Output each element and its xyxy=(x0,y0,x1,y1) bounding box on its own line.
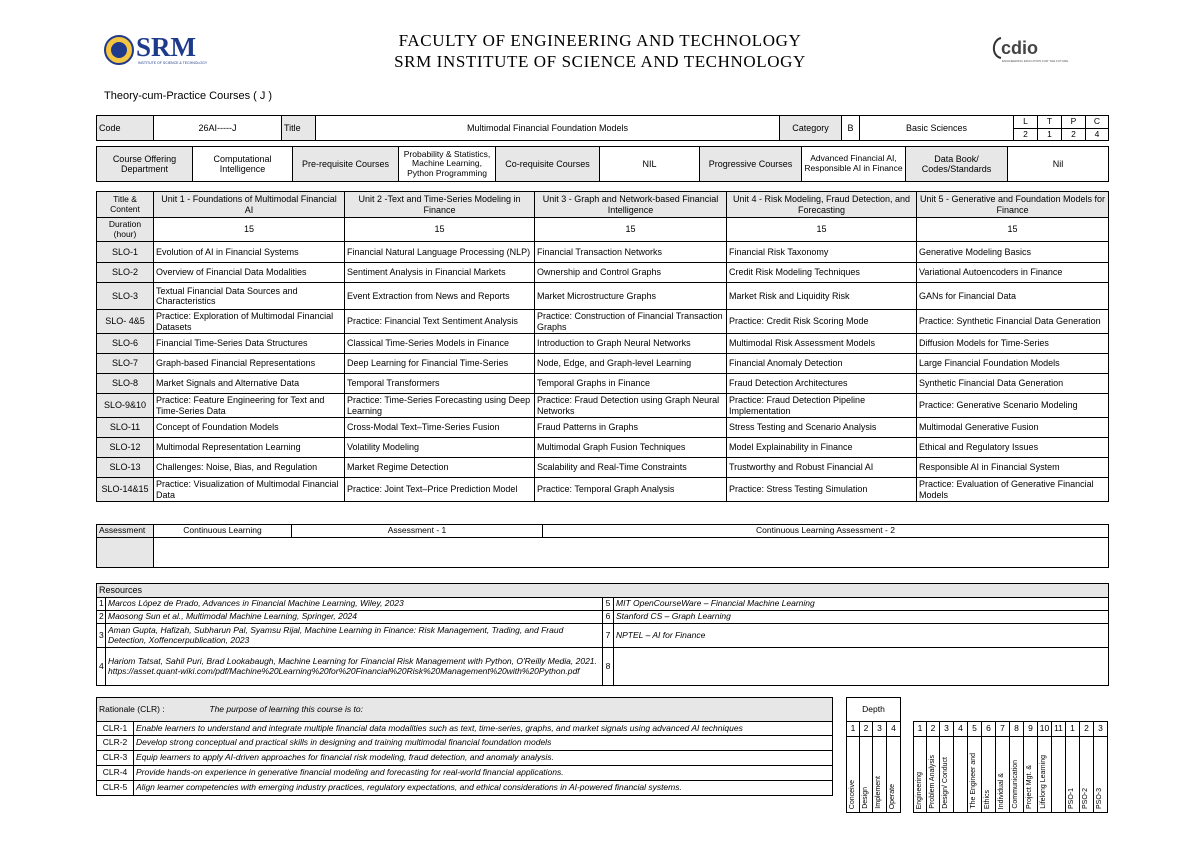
slo-cell: Financial Transaction Networks xyxy=(535,242,727,263)
rationale-label: Rationale (CLR) : xyxy=(99,703,165,714)
slo-cell: Temporal Transformers xyxy=(345,374,535,394)
outcome-label: Problem Analysis xyxy=(929,755,936,809)
assessment-col-1: Assessment - 1 xyxy=(292,525,543,538)
slo-cell: Financial Time-Series Data Structures xyxy=(154,334,345,354)
resource-item: Maosong Sun et al., Multimodal Machine Learning, Springer, 2024 xyxy=(106,611,603,624)
unit-header: Unit 4 - Risk Modeling, Fraud Detection, and Forecasting xyxy=(727,192,917,218)
slo-cell: Financial Risk Taxonomy xyxy=(727,242,917,263)
slo-cell: Ethical and Regulatory Issues xyxy=(917,438,1109,458)
category-label: Category xyxy=(780,116,842,141)
title-value: Multimodal Financial Foundation Models xyxy=(316,116,780,141)
resource-number: 4 xyxy=(97,648,106,686)
outcome-label-cell xyxy=(1024,737,1038,813)
slo-cell: Large Financial Foundation Models xyxy=(917,354,1109,374)
ltpc-value: 1 xyxy=(1038,128,1062,141)
outcome-label: Project Mgt. & xyxy=(1026,764,1033,809)
clr-code: CLR-2 xyxy=(97,736,134,751)
offering-label: Course Offering Department xyxy=(97,147,193,182)
outcome-label: Ethics xyxy=(984,789,991,809)
slo-cell: Practice: Joint Text–Price Prediction Model xyxy=(345,478,535,502)
outcome-label: Individual & xyxy=(998,772,1005,809)
clr-code: CLR-4 xyxy=(97,766,134,781)
resource-number: 3 xyxy=(97,624,106,648)
outcome-label-cell xyxy=(1010,737,1024,813)
resources-label: Resources xyxy=(97,584,1109,598)
course-type-heading: Theory-cum-Practice Courses ( J ) xyxy=(104,90,273,102)
depth-number: 1 xyxy=(847,722,860,737)
slo-cell: Practice: Exploration of Multimodal Financial Datasets xyxy=(154,310,345,334)
slo-cell: Practice: Synthetic Financial Data Generation xyxy=(917,310,1109,334)
title-label: Title xyxy=(282,116,316,141)
slo-cell: Challenges: Noise, Bias, and Regulation xyxy=(154,458,345,478)
ltpc-header: C xyxy=(1086,116,1109,129)
syllabus-table xyxy=(96,191,1109,502)
faculty-title: FACULTY OF ENGINEERING AND TECHNOLOGY xyxy=(398,31,802,50)
slo-cell: Classical Time-Series Models in Finance xyxy=(345,334,535,354)
slo-cell: Practice: Fraud Detection Pipeline Implementation xyxy=(727,394,917,418)
depth-label: Depth xyxy=(847,698,901,722)
assessment-blank xyxy=(97,537,154,567)
outcome-number: 6 xyxy=(982,722,996,737)
info-table xyxy=(96,146,1109,182)
slo-cell: Graph-based Financial Representations xyxy=(154,354,345,374)
assessment-table xyxy=(96,524,1109,568)
outcome-number: 8 xyxy=(1010,722,1024,737)
slo-cell: Multimodal Generative Fusion xyxy=(917,418,1109,438)
depth-dimension: Design xyxy=(862,787,869,809)
slo-cell: Volatility Modeling xyxy=(345,438,535,458)
slo-cell: Variational Autoencoders in Finance xyxy=(917,263,1109,283)
clr-code: CLR-3 xyxy=(97,751,134,766)
databook-value: Nil xyxy=(1008,147,1109,182)
slo-cell: Market Microstructure Graphs xyxy=(535,283,727,310)
unit-header: Unit 2 -Text and Time-Series Modeling in Finance xyxy=(345,192,535,218)
slo-cell: Evolution of AI in Financial Systems xyxy=(154,242,345,263)
depth-label-cell xyxy=(873,737,887,813)
outcome-number: 2 xyxy=(927,722,940,737)
slo-cell: Cross-Modal Text–Time-Series Fusion xyxy=(345,418,535,438)
slo-cell: Stress Testing and Scenario Analysis xyxy=(727,418,917,438)
outcome-label: PSO-1 xyxy=(1068,787,1075,809)
srm-logo xyxy=(102,32,208,73)
slo-cell: Practice: Temporal Graph Analysis xyxy=(535,478,727,502)
unit-duration: 15 xyxy=(535,218,727,242)
slo-cell: Financial Natural Language Processing (NLP) xyxy=(345,242,535,263)
outcome-label-cell xyxy=(1052,737,1066,813)
depth-dimension: Conceive xyxy=(849,779,856,809)
unit-duration: 15 xyxy=(917,218,1109,242)
title-content-label: Title & Content xyxy=(97,192,154,218)
slo-cell: Market Signals and Alternative Data xyxy=(154,374,345,394)
clr-text: Enable learners to understand and integrate multiple financial data modalities such as text, time-series, graphs, and market signals using advanced AI techniques xyxy=(134,722,833,736)
slo-cell: Practice: Financial Text Sentiment Analysis xyxy=(345,310,535,334)
outcome-number: 10 xyxy=(1038,722,1052,737)
outcome-label-cell xyxy=(982,737,996,813)
unit-header: Unit 5 - Generative and Foundation Models for Finance xyxy=(917,192,1109,218)
slo-label: SLO- 4&5 xyxy=(97,310,154,334)
srm-logo-text: SRM xyxy=(136,32,196,62)
slo-cell: Model Explainability in Finance xyxy=(727,438,917,458)
outcome-label-cell xyxy=(954,737,968,813)
resource-item: Stanford CS – Graph Learning xyxy=(614,611,1109,624)
cdio-subtext: ENGINEERING EDUCATION FOR THE FUTURE xyxy=(1002,59,1069,63)
prereq-label: Pre-requisite Courses xyxy=(293,147,399,182)
outcome-number: 7 xyxy=(996,722,1010,737)
slo-cell: Temporal Graphs in Finance xyxy=(535,374,727,394)
outcome-label-cell xyxy=(1066,737,1080,813)
outcome-number: 3 xyxy=(1094,722,1108,737)
outcome-label: PSO-3 xyxy=(1096,787,1103,809)
slo-cell: Market Regime Detection xyxy=(345,458,535,478)
outcome-number: 1 xyxy=(914,722,927,737)
slo-label: SLO-12 xyxy=(97,438,154,458)
unit-duration: 15 xyxy=(345,218,535,242)
depth-number: 4 xyxy=(887,722,901,737)
clr-text: Equip learners to apply AI-driven approaches for financial risk modeling, fraud detection, and anomaly analysis. xyxy=(134,751,833,766)
slo-cell: Practice: Time-Series Forecasting using Deep Learning xyxy=(345,394,535,418)
slo-cell: Practice: Credit Risk Scoring Mode xyxy=(727,310,917,334)
databook-label: Data Book/ Codes/Standards xyxy=(906,147,1008,182)
slo-cell: Trustworthy and Robust Financial AI xyxy=(727,458,917,478)
slo-cell: Node, Edge, and Graph-level Learning xyxy=(535,354,727,374)
code-value: 26AI-----J xyxy=(154,116,282,141)
depth-number: 3 xyxy=(873,722,887,737)
slo-cell: Practice: Visualization of Multimodal Financial Data xyxy=(154,478,345,502)
unit-duration: 15 xyxy=(727,218,917,242)
outcome-number: 5 xyxy=(968,722,982,737)
resource-number: 5 xyxy=(603,598,614,611)
rationale-purpose: The purpose of learning this course is to: xyxy=(209,703,363,714)
duration-label: Duration (hour) xyxy=(97,218,154,242)
slo-cell: Credit Risk Modeling Techniques xyxy=(727,263,917,283)
coreq-value: NIL xyxy=(600,147,700,182)
srm-logo-subtext: INSTITUTE OF SCIENCE & TECHNOLOGY xyxy=(138,61,208,65)
cdio-logo xyxy=(990,34,1090,68)
assessment-label: Assessment xyxy=(97,525,154,538)
outcome-number: 2 xyxy=(1080,722,1094,737)
resource-item: Marcos López de Prado, Advances in Financial Machine Learning, Wiley, 2023 xyxy=(106,598,603,611)
outcome-label-cell xyxy=(940,737,954,813)
slo-cell: Fraud Patterns in Graphs xyxy=(535,418,727,438)
slo-cell: Multimodal Representation Learning xyxy=(154,438,345,458)
slo-cell: Synthetic Financial Data Generation xyxy=(917,374,1109,394)
slo-cell: Practice: Stress Testing Simulation xyxy=(727,478,917,502)
slo-cell: Generative Modeling Basics xyxy=(917,242,1109,263)
slo-label: SLO-6 xyxy=(97,334,154,354)
outcome-number: 3 xyxy=(940,722,954,737)
outcome-label: The Engineer and xyxy=(970,753,977,809)
clr-code: CLR-1 xyxy=(97,722,134,736)
slo-cell: Sentiment Analysis in Financial Markets xyxy=(345,263,535,283)
resource-item xyxy=(614,648,1109,686)
rationale-header xyxy=(97,698,833,722)
slo-cell: Introduction to Graph Neural Networks xyxy=(535,334,727,354)
resource-item: Aman Gupta, Hafizah, Subharun Pal, Syamsu Rijal, Machine Learning in Finance: Risk Management, Trading, and Fraud Detection, Xoffencerpublication, 2023 xyxy=(106,624,603,648)
ltpc-value: 2 xyxy=(1062,128,1086,141)
resource-number: 1 xyxy=(97,598,106,611)
slo-cell: Responsible AI in Financial System xyxy=(917,458,1109,478)
slo-cell: Practice: Evaluation of Generative Financial Models xyxy=(917,478,1109,502)
slo-label: SLO-9&10 xyxy=(97,394,154,418)
outcome-label: Lifelong Learning xyxy=(1040,755,1047,809)
slo-cell: Diffusion Models for Time-Series xyxy=(917,334,1109,354)
ltpc-header: L xyxy=(1014,116,1038,129)
outcome-label-cell xyxy=(968,737,982,813)
outcome-label: PSO-2 xyxy=(1082,787,1089,809)
outcome-label-cell xyxy=(996,737,1010,813)
outcome-label: Communication xyxy=(1012,760,1019,809)
slo-cell: Multimodal Graph Fusion Techniques xyxy=(535,438,727,458)
depth-dimension: Operate xyxy=(889,783,896,809)
outcome-number: 1 xyxy=(1066,722,1080,737)
cdio-text: cdio xyxy=(1001,38,1039,58)
slo-cell: Financial Anomaly Detection xyxy=(727,354,917,374)
slo-label: SLO-7 xyxy=(97,354,154,374)
outcome-label: Design/ Conduct xyxy=(942,757,949,809)
slo-cell: Fraud Detection Architectures xyxy=(727,374,917,394)
ltpc-header: P xyxy=(1062,116,1086,129)
assessment-col-2: Continuous Learning Assessment - 2 xyxy=(543,525,1109,538)
slo-cell: Scalability and Real-Time Constraints xyxy=(535,458,727,478)
clr-code: CLR-5 xyxy=(97,781,134,796)
slo-cell: Market Risk and Liquidity Risk xyxy=(727,283,917,310)
resource-item: MIT OpenCourseWare – Financial Machine Learning xyxy=(614,598,1109,611)
resource-item: Hariom Tatsat, Sahil Puri, Brad Lookabaugh, Machine Learning for Financial Risk Management with Python, O'Reilly Media, 2021. https://asset.quant-wiki.com/pdf/Machine%20Learning%20for%20Financial%20Risk%20Management%20with%20Python.pdf xyxy=(106,648,603,686)
slo-cell: Overview of Financial Data Modalities xyxy=(154,263,345,283)
depth-label-cell xyxy=(860,737,873,813)
resource-number: 8 xyxy=(603,648,614,686)
institute-title: SRM INSTITUTE OF SCIENCE AND TECHNOLOGY xyxy=(394,52,806,71)
course-table xyxy=(96,115,1109,141)
unit-header: Unit 3 - Graph and Network-based Financial Intelligence xyxy=(535,192,727,218)
slo-label: SLO-11 xyxy=(97,418,154,438)
slo-cell: Textual Financial Data Sources and Characteristics xyxy=(154,283,345,310)
outcome-number: 4 xyxy=(954,722,968,737)
slo-cell: Practice: Feature Engineering for Text and Time-Series Data xyxy=(154,394,345,418)
outcome-label: Engineering xyxy=(916,771,923,809)
outcome-label-cell xyxy=(1080,737,1094,813)
depth-number: 2 xyxy=(860,722,873,737)
progressive-label: Progressive Courses xyxy=(700,147,802,182)
offering-value: Computational Intelligence xyxy=(193,147,293,182)
slo-label: SLO-1 xyxy=(97,242,154,263)
slo-cell: Ownership and Control Graphs xyxy=(535,263,727,283)
unit-duration: 15 xyxy=(154,218,345,242)
slo-cell: Concept of Foundation Models xyxy=(154,418,345,438)
assessment-body xyxy=(154,537,1109,567)
clr-text: Align learner competencies with emerging industry practices, regulatory expectations, and ethical considerations in AI-powered financial systems. xyxy=(134,781,833,796)
category-value: Basic Sciences xyxy=(860,116,1014,141)
slo-label: SLO-13 xyxy=(97,458,154,478)
depth-label-cell xyxy=(847,737,860,813)
depth-table xyxy=(846,697,901,813)
resource-number: 7 xyxy=(603,624,614,648)
outcome-label-cell xyxy=(1038,737,1052,813)
slo-cell: GANs for Financial Data xyxy=(917,283,1109,310)
coreq-label: Co-requisite Courses xyxy=(496,147,600,182)
resource-item: NPTEL – AI for Finance xyxy=(614,624,1109,648)
clr-text: Develop strong conceptual and practical skills in designing and training multimodal financial foundation models xyxy=(134,736,833,751)
depth-dimension: Implement xyxy=(875,776,882,809)
outcome-number: 9 xyxy=(1024,722,1038,737)
slo-label: SLO-14&15 xyxy=(97,478,154,502)
outcomes-table xyxy=(913,721,1108,813)
ltpc-value: 2 xyxy=(1014,128,1038,141)
slo-label: SLO-3 xyxy=(97,283,154,310)
slo-cell: Multimodal Risk Assessment Models xyxy=(727,334,917,354)
category-code: B xyxy=(842,116,860,141)
slo-cell: Practice: Fraud Detection using Graph Neural Networks xyxy=(535,394,727,418)
ltpc-header: T xyxy=(1038,116,1062,129)
clr-text: Provide hands-on experience in generative financial modeling and forecasting for real-world financial applications. xyxy=(134,766,833,781)
outcome-label-cell xyxy=(927,737,940,813)
slo-cell: Practice: Generative Scenario Modeling xyxy=(917,394,1109,418)
outcome-label-cell xyxy=(914,737,927,813)
slo-label: SLO-2 xyxy=(97,263,154,283)
unit-header: Unit 1 - Foundations of Multimodal Financial AI xyxy=(154,192,345,218)
progressive-value: Advanced Financial AI, Responsible AI in Finance xyxy=(802,147,906,182)
ltpc-value: 4 xyxy=(1086,128,1109,141)
resource-number: 6 xyxy=(603,611,614,624)
depth-label-cell xyxy=(887,737,901,813)
slo-cell: Practice: Construction of Financial Transaction Graphs xyxy=(535,310,727,334)
outcome-number: 11 xyxy=(1052,722,1066,737)
assessment-col-cl: Continuous Learning xyxy=(154,525,292,538)
outcome-label-cell xyxy=(1094,737,1108,813)
resources-table xyxy=(96,583,1109,686)
rationale-table xyxy=(96,697,833,796)
prereq-value: Probability & Statistics, Machine Learning, Python Programming xyxy=(399,147,496,182)
code-label: Code xyxy=(97,116,154,141)
slo-cell: Event Extraction from News and Reports xyxy=(345,283,535,310)
resource-number: 2 xyxy=(97,611,106,624)
slo-cell: Deep Learning for Financial Time-Series xyxy=(345,354,535,374)
slo-label: SLO-8 xyxy=(97,374,154,394)
